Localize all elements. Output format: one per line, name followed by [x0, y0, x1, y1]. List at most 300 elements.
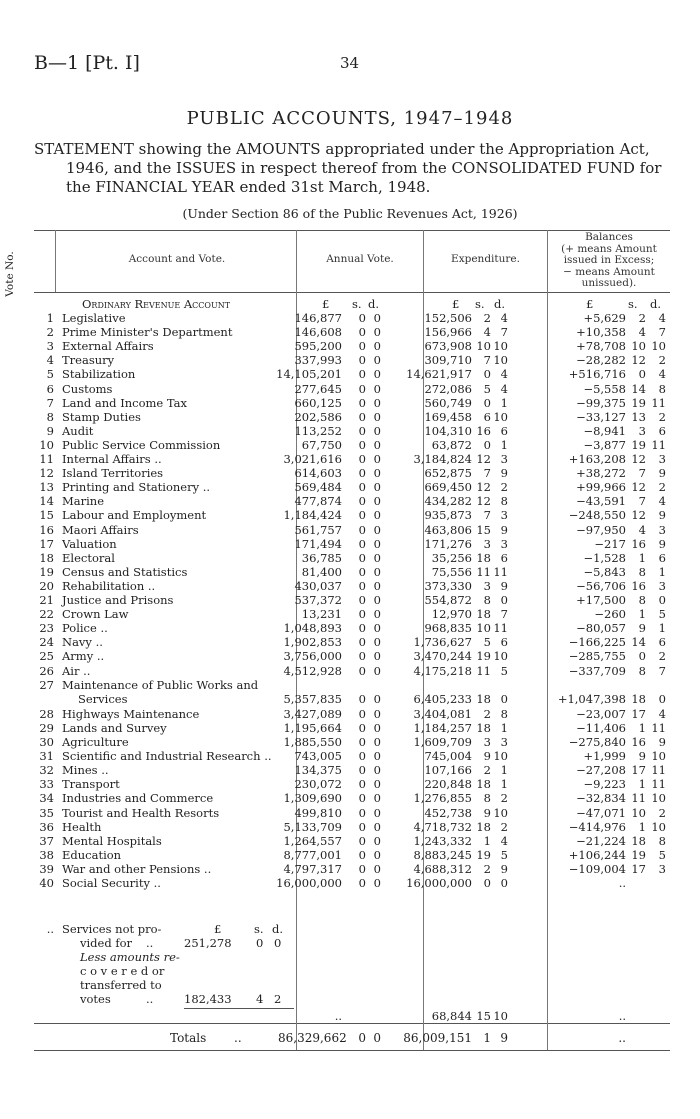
balance: −3,877 — [583, 437, 626, 452]
balance-s: 13 — [631, 409, 646, 424]
expenditure-d: 3 — [500, 508, 508, 523]
balance-s: 18 — [631, 833, 646, 848]
annual-vote-s: 0 — [358, 763, 366, 778]
expenditure-s: 9 — [483, 749, 491, 764]
expenditure-s: 2 — [483, 763, 491, 778]
expenditure-s: 19 — [476, 649, 491, 664]
expenditure-s: 9 — [483, 805, 491, 820]
annual-vote-d: 0 — [373, 763, 381, 778]
table-row — [34, 937, 670, 950]
balance: −9,223 — [583, 777, 626, 792]
vote-name: External Affairs — [62, 339, 154, 354]
vote-name: Navy .. — [62, 635, 103, 650]
expenditure: 169,458 — [424, 409, 472, 424]
expenditure: 1,276,855 — [413, 791, 472, 806]
balances-header-line: − means Amount — [563, 265, 655, 278]
annual-vote-d: 0 — [373, 437, 381, 452]
expenditure-s: 10 — [476, 621, 491, 636]
expenditure-s: 0 — [483, 395, 491, 410]
annual-vote-s: 0 — [358, 691, 366, 706]
services-amount-s: 4 — [256, 992, 264, 1006]
balance-d: 11 — [651, 395, 666, 410]
expenditure-s: 8 — [483, 791, 491, 806]
annual-vote-d: 0 — [373, 367, 381, 382]
vote-number: 36 — [39, 819, 54, 834]
expenditure-d: 2 — [500, 791, 508, 806]
balance-d: 4 — [658, 494, 666, 509]
vote-name: Justice and Prisons — [62, 593, 174, 607]
balance-d: 9 — [658, 466, 666, 481]
balance-s: 2 — [638, 311, 646, 325]
section-heading: Ordinary Revenue Account — [82, 297, 231, 311]
balance-s: 14 — [631, 635, 646, 650]
vote-name: War and other Pensions .. — [62, 861, 212, 876]
table-row — [34, 481, 670, 494]
table-row — [34, 807, 670, 820]
balance-d: 2 — [658, 649, 666, 664]
annual-vote-s: 0 — [358, 635, 366, 650]
balance-s: 17 — [631, 706, 646, 721]
table-row — [34, 439, 670, 452]
annual-vote: 1,184,424 — [283, 508, 342, 523]
vote-name: Lands and Survey — [62, 720, 167, 735]
expenditure-s: 8 — [483, 593, 491, 607]
expenditure-d: 3 — [500, 536, 508, 551]
annual-vote-d: 0 — [373, 423, 381, 438]
balance-s: 1 — [638, 819, 646, 834]
expenditure-d: 7 — [500, 325, 508, 340]
expenditure-s: 18 — [476, 777, 491, 792]
expenditure: 1,243,332 — [413, 833, 472, 848]
expenditure-s: 16 — [476, 423, 491, 438]
balance-d: 8 — [658, 381, 666, 396]
balance: −275,840 — [568, 735, 626, 749]
annual-vote-s: 0 — [358, 480, 366, 495]
balances-header — [548, 232, 670, 290]
expenditure: 107,166 — [424, 763, 472, 778]
expenditure-d: 5 — [500, 663, 508, 678]
balance-s: 3 — [638, 423, 646, 438]
expenditure-s: 2 — [483, 861, 491, 876]
balance: +516,716 — [568, 367, 626, 382]
vote-number: 27 — [39, 677, 54, 692]
balance: .. — [618, 876, 626, 890]
balance-d: 11 — [651, 437, 666, 452]
annual-vote: 171,494 — [294, 536, 342, 551]
expenditure-d: 0 — [500, 876, 508, 890]
vote-number: 39 — [39, 861, 54, 876]
balance-d: 6 — [658, 423, 666, 438]
balance-s: 9 — [638, 621, 646, 636]
annual-vote-d: 0 — [373, 550, 381, 565]
expenditure-s: 0 — [483, 367, 491, 382]
balance-d: 9 — [658, 536, 666, 551]
balance: −248,550 — [568, 508, 626, 523]
expenditure: 4,718,732 — [413, 819, 472, 834]
balance-d: 8 — [658, 833, 666, 848]
annual-vote-d: 0 — [373, 395, 381, 410]
annual-vote-d: 0 — [373, 791, 381, 806]
totals-expenditure: 86,009,151 — [403, 1031, 472, 1045]
expenditure-d: 4 — [500, 833, 508, 848]
expenditure-d: 11 — [493, 621, 508, 636]
vote-name: Air .. — [62, 663, 91, 678]
balance: −23,007 — [576, 706, 626, 721]
table-row — [34, 792, 670, 805]
expenditure: 1,609,709 — [413, 735, 472, 749]
annual-vote: .. — [334, 1009, 342, 1023]
shillings-label: s. — [475, 297, 485, 311]
annual-vote-d: 0 — [373, 409, 381, 424]
table-row — [34, 835, 670, 848]
balance-s: 18 — [631, 691, 646, 706]
annual-vote: 3,756,000 — [283, 649, 342, 664]
table-row — [34, 849, 670, 862]
table-row — [34, 368, 670, 381]
annual-vote: 1,309,690 — [283, 791, 342, 806]
pound-symbol: £ — [322, 297, 330, 311]
balance-d: 11 — [651, 720, 666, 735]
expenditure: 554,872 — [424, 593, 472, 607]
table-row — [34, 650, 670, 663]
expenditure-d: 6 — [500, 550, 508, 565]
balance-d: 3 — [658, 522, 666, 537]
expenditure-d: 4 — [500, 381, 508, 396]
expenditure-s: 18 — [476, 720, 491, 735]
balance-s: 10 — [631, 339, 646, 354]
expenditure-s: 11 — [476, 564, 491, 579]
annual-vote-s: 0 — [358, 508, 366, 523]
balance-d: 5 — [658, 607, 666, 622]
expenditure-d: 10 — [493, 409, 508, 424]
annual-vote-s: 0 — [358, 720, 366, 735]
table-row — [34, 736, 670, 749]
expenditure: 3,470,244 — [413, 649, 472, 664]
expenditure-d: 9 — [500, 522, 508, 537]
balance-d: 1 — [658, 621, 666, 636]
annual-vote: 202,586 — [294, 409, 342, 424]
vote-name-cont: Services — [78, 691, 128, 706]
balance-d: 3 — [658, 578, 666, 593]
annual-vote: 430,037 — [294, 578, 342, 593]
expenditure: 560,749 — [424, 395, 472, 410]
balance-d: 10 — [651, 791, 666, 806]
vote-number: 28 — [39, 706, 54, 721]
expenditure-d: 9 — [500, 578, 508, 593]
table-row — [34, 708, 670, 721]
table-row — [34, 863, 670, 876]
annual-vote-d: 0 — [373, 325, 381, 340]
balance: +1,047,398 — [557, 691, 626, 706]
vote-name: Treasury — [62, 353, 115, 368]
balance-s: 17 — [631, 763, 646, 778]
annual-vote-s: 0 — [358, 423, 366, 438]
balance-d: 3 — [658, 452, 666, 466]
annual-vote-s: 0 — [358, 621, 366, 636]
expenditure-s: 15 — [476, 1009, 491, 1023]
expenditure-d: 6 — [500, 423, 508, 438]
expenditure-d: 10 — [493, 1009, 508, 1023]
vote-number: 13 — [39, 480, 54, 495]
vote-name: Scientific and Industrial Research .. — [62, 749, 272, 764]
balance-s: 19 — [631, 395, 646, 410]
expenditure-s: 11 — [476, 663, 491, 678]
annual-vote-d: 0 — [373, 735, 381, 749]
vote-name: Army .. — [62, 649, 105, 664]
table-row — [34, 509, 670, 522]
balance: −11,406 — [576, 720, 626, 735]
vote-name: Maori Affairs — [62, 522, 139, 537]
expenditure: 463,806 — [424, 522, 472, 537]
annual-vote: 146,608 — [294, 325, 342, 340]
annual-vote: 595,200 — [294, 339, 342, 354]
table-top-rule — [34, 230, 670, 231]
annual-vote: 3,021,616 — [283, 452, 342, 466]
services-line: vided for — [80, 936, 133, 950]
expenditure-d: 7 — [500, 607, 508, 622]
balance-s: 10 — [631, 805, 646, 820]
expenditure: 6,405,233 — [413, 691, 472, 706]
vote-number: 37 — [39, 833, 54, 848]
balance-d: 4 — [658, 311, 666, 325]
balance-s: 16 — [631, 536, 646, 551]
expenditure-s: 12 — [476, 480, 491, 495]
annual-vote: 499,810 — [294, 805, 342, 820]
annual-vote-d: 0 — [373, 819, 381, 834]
expenditure-d: 1 — [500, 395, 508, 410]
annual-vote-d: 0 — [373, 536, 381, 551]
vote-number: 20 — [39, 578, 54, 593]
balance-s: 0 — [638, 367, 646, 382]
expenditure-d: 10 — [493, 749, 508, 764]
services-line: c o v e r e d or — [80, 964, 165, 978]
services-rule — [184, 1008, 294, 1009]
annual-vote-s: 0 — [358, 805, 366, 820]
annual-vote-s: 0 — [358, 311, 366, 325]
vote-name: Highways Maintenance — [62, 706, 200, 721]
annual-vote-s: 0 — [358, 452, 366, 466]
document-reference: B—1 [Pt. I] — [34, 52, 140, 74]
services-line: Services not pro- — [62, 922, 162, 936]
pound-symbol: £ — [452, 297, 460, 311]
balance: −166,225 — [568, 635, 626, 650]
vote-name: Police .. — [62, 621, 108, 636]
balance-s: 8 — [638, 564, 646, 579]
table-row — [34, 636, 670, 649]
expenditure: 968,835 — [424, 621, 472, 636]
balance-s: 0 — [638, 649, 646, 664]
annual-vote: 569,484 — [294, 480, 342, 495]
services-amount-d: 2 — [274, 992, 282, 1006]
balance-d: 2 — [658, 480, 666, 495]
annual-vote-s: 0 — [358, 735, 366, 749]
vote-name: Valuation — [62, 536, 117, 551]
annual-vote: 8,777,001 — [283, 847, 342, 862]
vote-number: 11 — [39, 452, 54, 466]
expenditure-s: 18 — [476, 607, 491, 622]
expenditure: 4,688,312 — [413, 861, 472, 876]
annual-vote-s: 0 — [358, 791, 366, 806]
expenditure-s: 12 — [476, 494, 491, 509]
expenditure: 434,282 — [424, 494, 472, 509]
annual-vote-d: 0 — [373, 749, 381, 764]
balance-d: 2 — [658, 409, 666, 424]
vote-name: Education — [62, 847, 122, 862]
balance: −32,834 — [576, 791, 626, 806]
vote-number: 23 — [39, 621, 54, 636]
annual-vote-d: 0 — [373, 691, 381, 706]
expenditure-d: 1 — [500, 437, 508, 452]
balance: −337,709 — [568, 663, 626, 678]
vote-number: 4 — [46, 353, 54, 368]
expenditure-d: 10 — [493, 353, 508, 368]
vote-number: 7 — [46, 395, 54, 410]
balance-d: 9 — [658, 508, 666, 523]
balance-d: 9 — [658, 735, 666, 749]
shillings-label: s. — [254, 922, 264, 936]
expenditure-s: 2 — [483, 311, 491, 325]
table-row — [34, 693, 670, 706]
annual-vote: 36,785 — [301, 550, 342, 565]
vote-number: 29 — [39, 720, 54, 735]
expenditure: 68,844 — [431, 1009, 472, 1023]
annual-vote: 146,877 — [294, 311, 342, 325]
statement-line-3: the FINANCIAL YEAR ended 31st March, 1948. — [66, 178, 431, 196]
balance-d: 10 — [651, 819, 666, 834]
vote-name: Mental Hospitals — [62, 833, 162, 848]
vote-number: 9 — [46, 423, 54, 438]
annual-vote-d: 0 — [373, 466, 381, 481]
annual-vote-s: 0 — [358, 607, 366, 622]
balance-d: 0 — [658, 691, 666, 706]
vote-name: Census and Statistics — [62, 564, 188, 579]
pound-symbol: £ — [214, 922, 222, 936]
balance-s: 12 — [631, 452, 646, 466]
vote-name: Marine — [62, 494, 105, 509]
vote-name: Industries and Commerce — [62, 791, 214, 806]
annual-vote-s: 0 — [358, 339, 366, 354]
balance-s: 16 — [631, 735, 646, 749]
annual-vote-d: 0 — [373, 621, 381, 636]
annual-vote: 230,072 — [294, 777, 342, 792]
balance-d: 6 — [658, 635, 666, 650]
expenditure: 669,450 — [424, 480, 472, 495]
vote-number: 32 — [39, 763, 54, 778]
annual-vote-d: 0 — [373, 339, 381, 354]
services-amount-d: 0 — [274, 936, 282, 950]
expenditure-s: 0 — [483, 437, 491, 452]
annual-vote-d: 0 — [373, 452, 381, 466]
vote-name: Social Security .. — [62, 876, 161, 890]
balance-d: 10 — [651, 339, 666, 354]
annual-vote: 1,902,853 — [283, 635, 342, 650]
annual-vote-s: 0 — [358, 649, 366, 664]
table-row — [34, 594, 670, 607]
totals-label: Totals — [170, 1031, 207, 1045]
balance: +163,208 — [568, 452, 626, 466]
expenditure-s: 1 — [483, 833, 491, 848]
balance-d: 7 — [658, 325, 666, 340]
pence-label: d. — [368, 297, 380, 311]
balance-d: 4 — [658, 706, 666, 721]
balance-s: 11 — [631, 791, 646, 806]
expenditure-d: 9 — [500, 466, 508, 481]
pence-label: d. — [494, 297, 506, 311]
balance-d: 2 — [658, 805, 666, 820]
annual-vote-s: 0 — [358, 749, 366, 764]
annual-vote-d: 0 — [373, 663, 381, 678]
annual-vote: 1,885,550 — [283, 735, 342, 749]
expenditure-d: 10 — [493, 805, 508, 820]
expenditure: 272,086 — [424, 381, 472, 396]
expenditure-s: 18 — [476, 550, 491, 565]
expenditure: 75,556 — [431, 564, 472, 579]
totals-expenditure-s: 1 — [483, 1031, 491, 1045]
expenditure-s: 19 — [476, 847, 491, 862]
table-row — [34, 965, 670, 978]
annual-vote: 113,252 — [294, 423, 342, 438]
table-row — [34, 1010, 670, 1023]
vote-number: 1 — [46, 311, 54, 325]
leader-dots: .. — [234, 1031, 242, 1045]
vote-number: 35 — [39, 805, 54, 820]
vote-number: 14 — [39, 494, 54, 509]
balance-d: 6 — [658, 550, 666, 565]
vote-number: .. — [46, 922, 54, 936]
annual-vote-d: 0 — [373, 720, 381, 735]
table-row — [34, 877, 670, 890]
balance: −260 — [594, 607, 626, 622]
expenditure-s: 3 — [483, 578, 491, 593]
annual-vote-d: 0 — [373, 494, 381, 509]
expenditure-d: 0 — [500, 593, 508, 607]
annual-vote-s: 0 — [358, 367, 366, 382]
annual-vote: 5,357,835 — [283, 691, 342, 706]
annual-vote-s: 0 — [358, 437, 366, 452]
balance: −56,706 — [576, 578, 626, 593]
table-row — [34, 383, 670, 396]
totals-annual-vote: 86,329,662 — [278, 1031, 347, 1045]
vote-name: Stamp Duties — [62, 409, 141, 424]
table-row — [34, 524, 670, 537]
expenditure-s: 4 — [483, 325, 491, 340]
services-amount: 182,433 — [184, 992, 232, 1006]
annual-vote-s: 0 — [358, 536, 366, 551]
balance-s: 12 — [631, 480, 646, 495]
expenditure: 35,256 — [431, 550, 472, 565]
expenditure: 652,875 — [424, 466, 472, 481]
balance-s: 12 — [631, 508, 646, 523]
annual-vote: 67,750 — [301, 437, 342, 452]
table-row — [34, 722, 670, 735]
balance-d: 4 — [658, 367, 666, 382]
balance: −414,976 — [568, 819, 626, 834]
balance-d: 5 — [658, 847, 666, 862]
expenditure-d: 5 — [500, 847, 508, 862]
vote-name: Transport — [62, 777, 120, 792]
vote-number: 30 — [39, 735, 54, 749]
balance-d: 11 — [651, 777, 666, 792]
totals-annual-vote-s: 0 — [358, 1031, 366, 1045]
expenditure-d: 8 — [500, 494, 508, 509]
expenditure: 104,310 — [424, 423, 472, 438]
table-header-rule — [34, 292, 670, 293]
annual-vote-d: 0 — [373, 777, 381, 792]
annual-vote-s: 0 — [358, 381, 366, 396]
table-row — [34, 340, 670, 353]
annual-vote-d: 0 — [373, 805, 381, 820]
balance-s: 4 — [638, 522, 646, 537]
